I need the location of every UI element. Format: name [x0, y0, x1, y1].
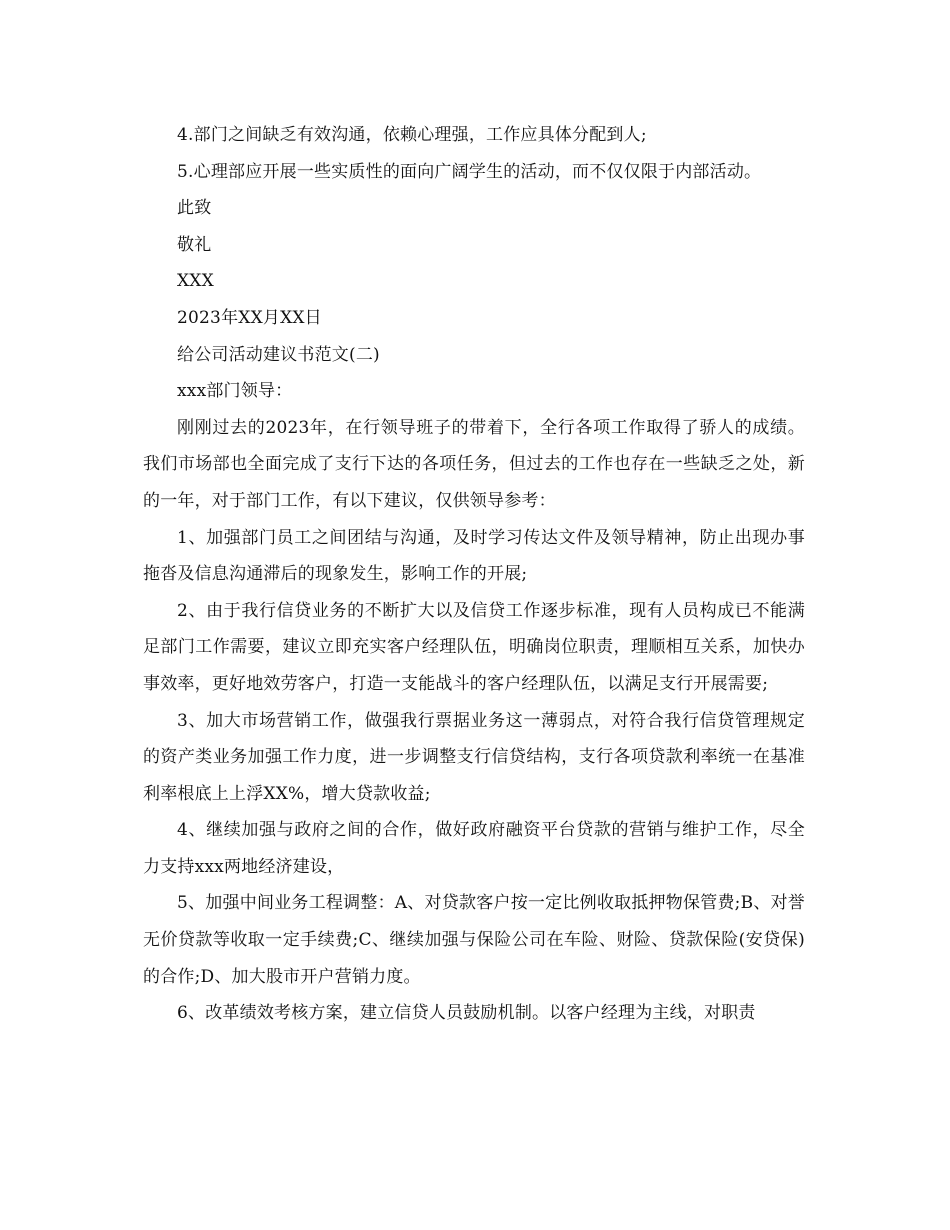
- suggestion-3: 3、加大市场营销工作，做强我行票据业务这一薄弱点，对符合我行信贷管理规定的资产类业务加强工作力度，进一步调整支行信贷结构，支行各项贷款利率统一在基准利率根底上上浮XX%，增大贷款收益;: [143, 710, 805, 804]
- section-title: 给公司活动建议书范文(二): [177, 344, 380, 365]
- suggestion-1: 1、加强部门员工之间团结与沟通，及时学习传达文件及领导精神，防止出现办事拖沓及信息沟通滞后的现象发生，影响工作的开展;: [143, 527, 805, 585]
- closing-salutation: 此致: [177, 198, 212, 219]
- paragraph-item-5: 5.心理部应开展一些实质性的面向广阔学生的活动，而不仅仅限于内部活动。: [177, 161, 762, 182]
- suggestion-4: 4、继续加强与政府之间的合作，做好政府融资平台贷款的营销与维护工作，尽全力支持xxx两地经济建设，: [143, 820, 805, 877]
- suggestion-6: 6、改革绩效考核方案，建立信贷人员鼓励机制。以客户经理为主线，对职责: [177, 1003, 756, 1024]
- document-body: [143, 117, 805, 1032]
- intro-paragraph: 刚刚过去的2023年，在行领导班子的带着下，全行各项工作取得了骄人的成绩。我们市场部也全面完成了支行下达的各项任务，但过去的工作也存在一些缺乏之处，新的一年，对于部门工作，有以下建议，仅供领导参考：: [143, 417, 805, 511]
- suggestion-5: 5、加强中间业务工程调整：A、对贷款客户按一定比例收取抵押物保管费;B、对誉无价贷款等收取一定手续费;C、继续加强与保险公司在车险、财险、贷款保险(安贷保)的合作;D、加大股市开户营销力度。: [143, 893, 805, 987]
- closing-regards: 敬礼: [177, 234, 212, 255]
- signature-date: 2023年XX月XX日: [177, 307, 322, 328]
- suggestion-2: 2、由于我行信贷业务的不断扩大以及信贷工作逐步标准，现有人员构成已不能满足部门工作需要，建议立即充实客户经理队伍，明确岗位职责，理顺相互关系，加快办事效率，更好地效劳客户，打造一支能战斗的客户经理队伍，以满足支行开展需要;: [143, 600, 805, 694]
- letter-greeting: xxx部门领导：: [177, 381, 293, 402]
- signature-name: XXX: [177, 271, 214, 292]
- paragraph-item-4: 4.部门之间缺乏有效沟通，依赖心理强，工作应具体分配到人;: [177, 125, 647, 145]
